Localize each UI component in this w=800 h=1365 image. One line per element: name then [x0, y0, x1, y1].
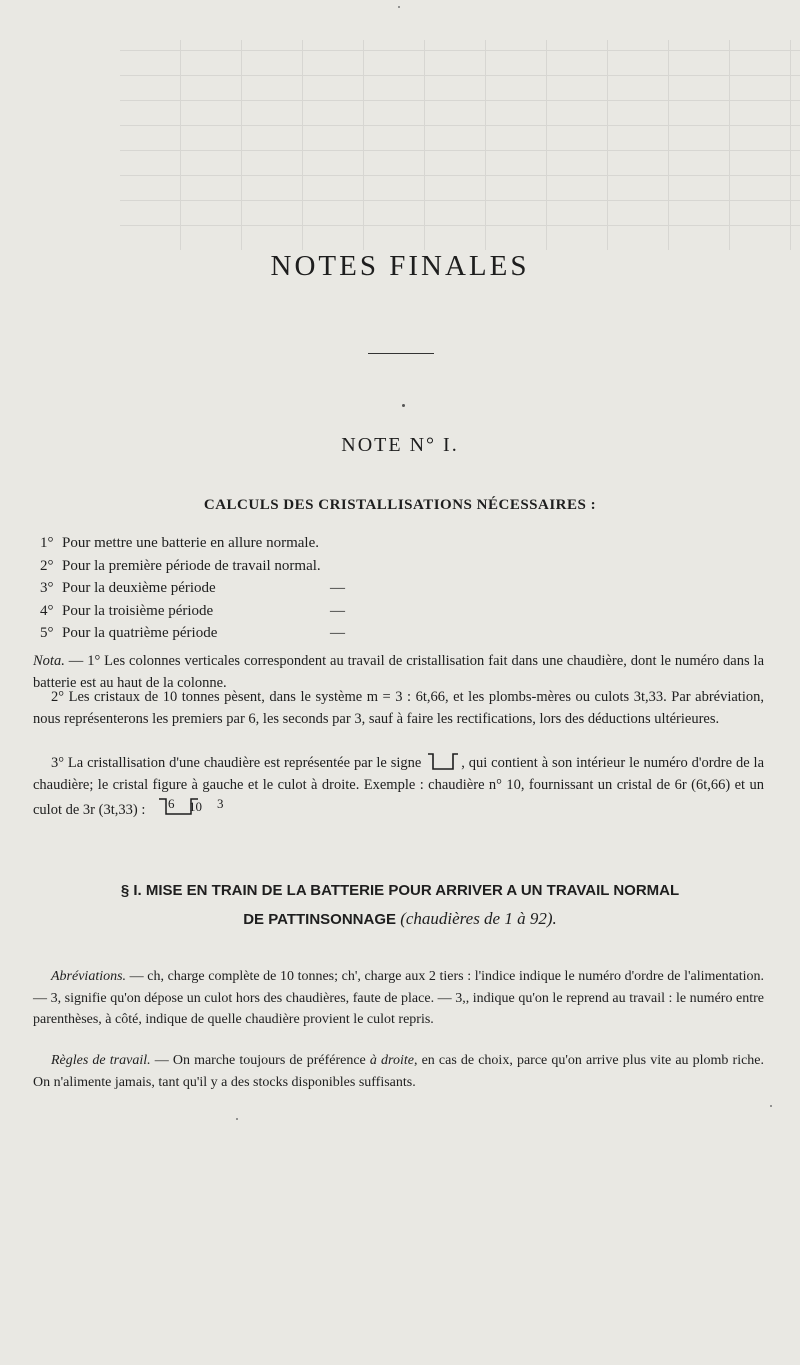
regles-text-italic: à droite: [369, 1053, 414, 1068]
page-title: NOTES FINALES: [270, 250, 530, 282]
example-cristal: 6: [167, 796, 175, 811]
list-text: Pour la quatrième période: [62, 625, 218, 641]
section-heading-line-2: [60, 905, 740, 934]
nota-text-3b: , qui contient à son intérieur le numéro d'ordre de la chaudière; le cristal figure à gauche et le culot à droite. Exemple : chaudière n° 10, fournissant un cristal de 6r (6t,66) et un culot de 3r (3t,33) :: [33, 755, 765, 818]
list-number: 1°: [40, 535, 54, 551]
list-text: Pour la deuxième période: [62, 580, 216, 596]
nota-text-3a: 3° La cristallisation d'une chaudière est représentée par le signe: [51, 755, 422, 771]
example-sign: [149, 796, 224, 816]
list-text: Pour la troisième période: [62, 602, 214, 619]
list-text: Pour la première période de travail normal.: [62, 557, 321, 574]
note-title: NOTE N° I.: [341, 434, 459, 456]
cristallisation-sign-icon: [427, 753, 459, 770]
section-heading: [60, 877, 740, 934]
list-number: 4°: [40, 602, 54, 619]
regles-paragraph: [33, 1050, 764, 1093]
abbreviations-paragraph: [33, 966, 764, 1031]
list-item: [40, 577, 360, 600]
list-dash: [330, 555, 360, 578]
list-number: 5°: [40, 625, 54, 641]
regles-text-a: — On marche toujours de préférence: [154, 1053, 366, 1068]
period-list: [40, 532, 360, 645]
nota-paragraph-2: 2° Les cristaux de 10 tonnes pèsent, dans le système m = 3 : 6t,66, et les plombs-mères ou culots 3t,33. Par abréviation, nous représenterons les premiers par 6, les seconds par 3, sauf à faire les rectifications, lors des déductions ultérieures.: [33, 689, 764, 727]
list-number: 2°: [40, 557, 54, 574]
list-dash: —: [330, 602, 345, 619]
list-number: 3°: [40, 580, 54, 596]
list-text: Pour mettre une batterie en allure normale.: [62, 535, 319, 551]
section-heading-line-1: § I. MISE EN TRAIN DE LA BATTERIE POUR ARRIVER A UN TRAVAIL NORMAL: [120, 882, 680, 899]
list-item: [40, 532, 360, 555]
regles-text-b: , en cas de choix, parce qu'on arrive plus vite au plomb riche. On n'alimente jamais, tant qu'il y a des stocks disponibles suffisants.: [33, 1053, 765, 1090]
paper-speck: [398, 6, 400, 8]
paper-speck: [770, 1105, 772, 1107]
example-chaudiere: 10: [188, 799, 202, 814]
abbreviations-text: — ch, charge complète de 10 tonnes; ch', charge aux 2 tiers : l'indice indique le numéro d'ordre de l'alimentation. — 3, signifie qu'on dépose un culot hors des chaudières, faute de place. — 3,, indique qu'on le reprend au travail : le numéro entre parenthèses, à côté, indique de quelle chaudière provient le culot repris.: [33, 969, 765, 1027]
list-item: [40, 555, 360, 578]
nota-text-1: — 1° Les colonnes verticales correspondent au travail de cristallisation fait dans une chaudière, dont le numéro dans la batterie est au haut de la colonne.: [33, 653, 765, 691]
nota-paragraph-3: [33, 752, 764, 821]
list-dash: [330, 532, 360, 555]
list-item: [40, 600, 360, 623]
calculs-title: CALCULS DES CRISTALLISATIONS NÉCESSAIRES :: [203, 497, 597, 513]
nota-label: Nota.: [33, 653, 65, 669]
section-heading-italic: (chaudières de 1 à 92).: [400, 909, 557, 928]
ornament-dot: [402, 404, 405, 407]
example-culot: 3: [216, 796, 224, 811]
paper-speck: [236, 1118, 238, 1120]
bleed-through-table: [120, 40, 800, 250]
list-dash: —: [330, 580, 345, 596]
abbreviations-label: Abréviations.: [51, 969, 127, 984]
title-rule: [368, 353, 434, 354]
section-heading-text: DE PATTINSONNAGE: [243, 911, 397, 928]
list-dash: —: [330, 625, 345, 641]
list-item: [40, 622, 360, 645]
regles-label: Règles de travail.: [51, 1053, 151, 1068]
